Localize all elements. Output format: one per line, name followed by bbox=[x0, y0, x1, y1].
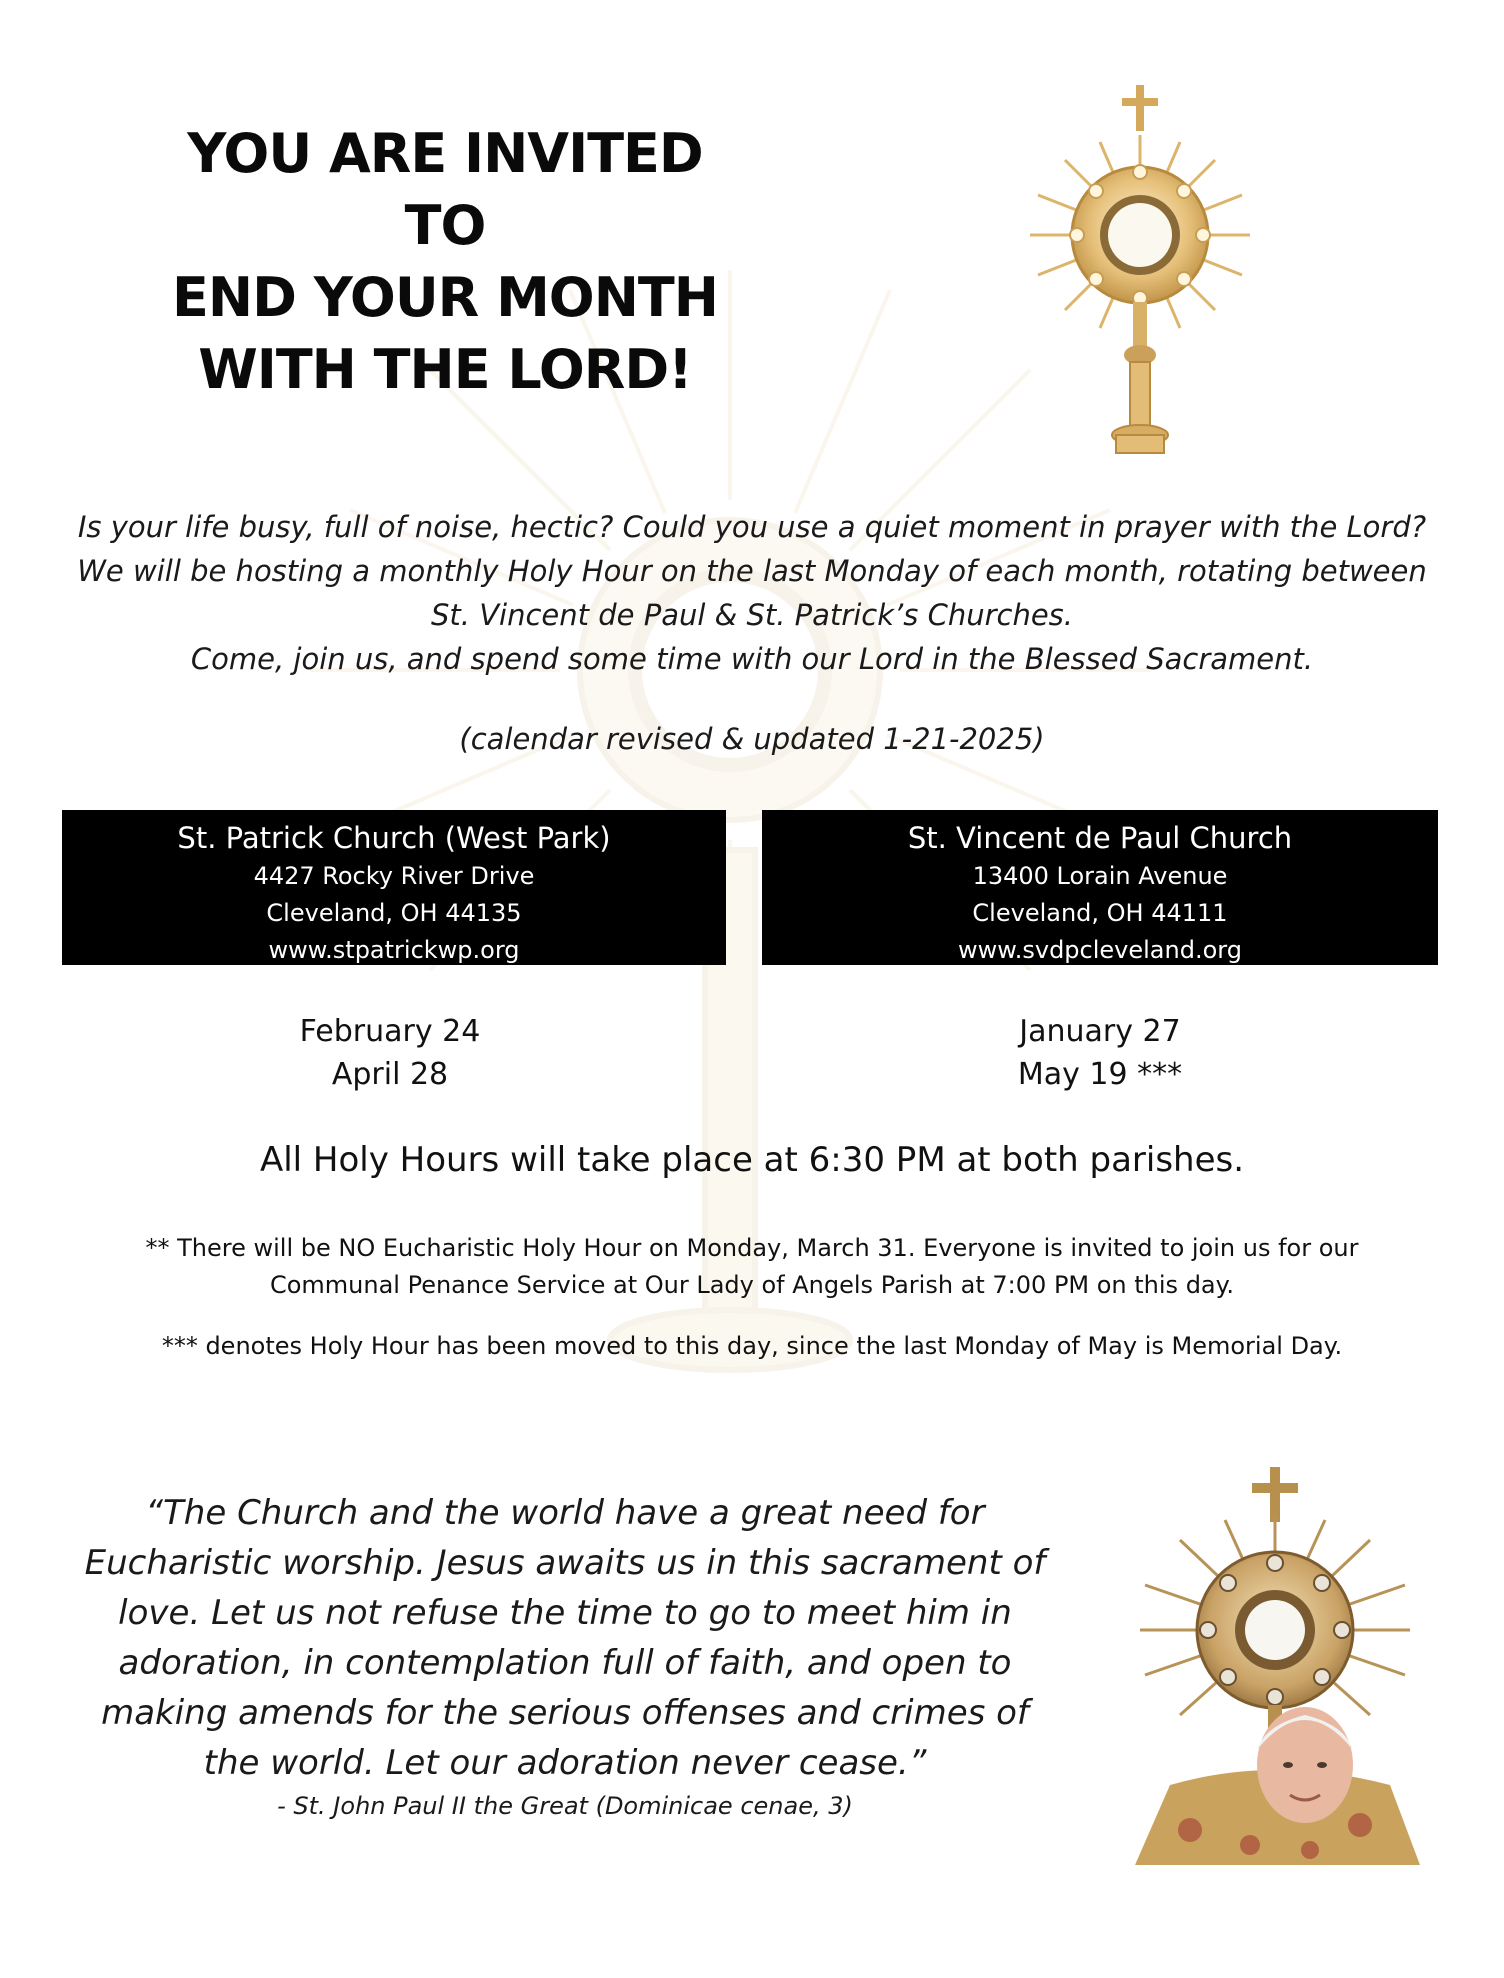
quote-attribution: - St. John Paul II the Great (Dominicae cenae, 3) bbox=[277, 1792, 853, 1820]
church-city: Cleveland, OH 44135 bbox=[266, 899, 522, 927]
no-holy-hour-note: ** There will be NO Eucharistic Holy Hour on Monday, March 31. Everyone is invited to join us for our Communal Penance Service at Our Lady of Angels Parish at 7:00 PM on this day. bbox=[145, 1234, 1359, 1299]
revised-note: (calendar revised & updated 1-21-2025) bbox=[459, 722, 1045, 756]
monstrance-icon bbox=[1010, 80, 1270, 465]
date-item: February 24 bbox=[299, 1014, 481, 1049]
title-line-3: END YOUR MONTH bbox=[172, 266, 718, 329]
church-address: 4427 Rocky River Drive bbox=[253, 862, 535, 890]
church-name: St. Patrick Church (West Park) bbox=[177, 821, 611, 855]
moved-date-note: *** denotes Holy Hour has been moved to this day, since the last Monday of May is Memorial Day. bbox=[161, 1332, 1343, 1360]
date-item: May 19 *** bbox=[1017, 1057, 1183, 1092]
intro-paragraph: Is your life busy, full of noise, hectic? Could you use a quiet moment in prayer with the Lord? We will be hosting a monthly Holy Hour on the last Monday of each month, rotating between St. Vincent de Paul & St. Patrick’s Churches. bbox=[77, 510, 1427, 632]
church-box-st-vincent bbox=[762, 810, 1438, 965]
monstrance-with-pope-photo bbox=[1130, 1465, 1420, 1865]
church-website-link[interactable]: www.svdpcleveland.org bbox=[958, 936, 1242, 964]
church-address: 13400 Lorain Avenue bbox=[972, 862, 1228, 890]
quote-text: “The Church and the world have a great need for Eucharistic worship. Jesus awaits us in this sacrament of love. Let us not refuse the time to go to meet him in adoration, in contemplation full of faith, and open to making amends for the serious offenses and crimes of the world. Let our adoration never cease.” bbox=[84, 1493, 1046, 1783]
church-website-link[interactable]: www.stpatrickwp.org bbox=[268, 936, 520, 964]
date-item: January 27 bbox=[1019, 1014, 1181, 1049]
church-box-st-patrick bbox=[62, 810, 726, 965]
quote-block bbox=[70, 1488, 1060, 1788]
title-line-2: TO bbox=[404, 194, 486, 257]
church-name: St. Vincent de Paul Church bbox=[907, 821, 1293, 855]
title-line-4: WITH THE LORD! bbox=[198, 338, 692, 401]
st-vincent-dates bbox=[950, 1010, 1250, 1096]
date-item: April 28 bbox=[331, 1057, 449, 1092]
intro-invitation: Come, join us, and spend some time with our Lord in the Blessed Sacrament. bbox=[190, 642, 1314, 676]
page-title bbox=[130, 118, 760, 406]
church-city: Cleveland, OH 44111 bbox=[972, 899, 1228, 927]
st-patrick-dates bbox=[240, 1010, 540, 1096]
intro-text bbox=[60, 505, 1444, 681]
time-note: All Holy Hours will take place at 6:30 PM at both parishes. bbox=[259, 1140, 1245, 1180]
title-line-1: YOU ARE INVITED bbox=[187, 122, 703, 185]
